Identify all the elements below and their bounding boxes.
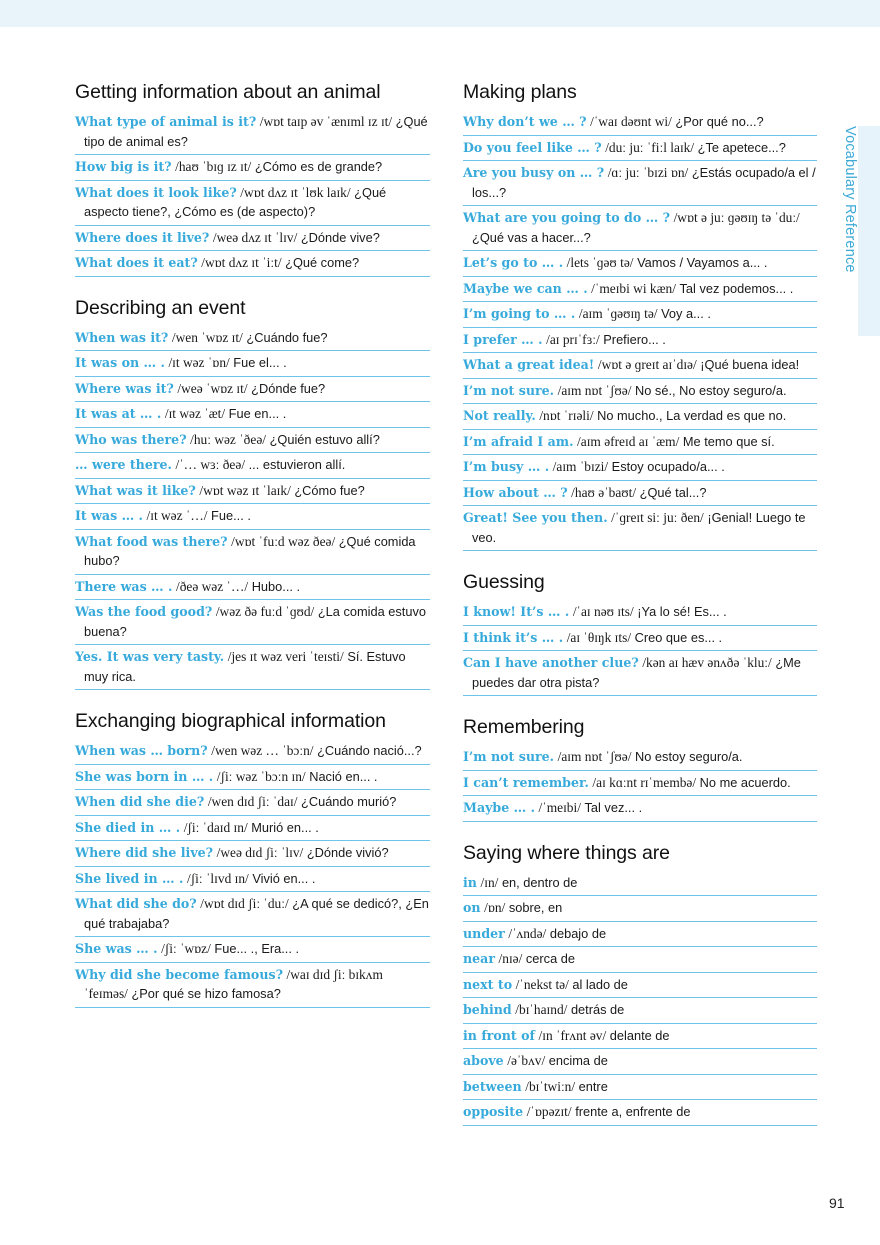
spanish-translation: ¿Qué vas a hacer...? [472,229,591,245]
phonetic-transcription: /wɒt dɪd ʃiː ˈduː/ [200,896,289,911]
phrase-section [463,714,817,822]
phonetic-transcription: /aɪ kɑːnt rɪˈmembə/ [592,774,697,790]
phrase-entry [463,506,817,551]
english-phrase: When was … born? [75,743,208,758]
phonetic-transcription: /ɒn/ [484,900,506,915]
english-phrase: in [463,874,477,890]
spanish-translation: ¿Qué tal...? [639,484,707,500]
phonetic-transcription: /wɒt dʌz ɪt ˈlʊk laɪk/ [240,184,351,200]
english-phrase: Are you busy on … ? [463,165,605,180]
phonetic-transcription: /əˈbʌv/ [507,1053,546,1068]
spanish-translation: ¿Cómo es de grande? [254,159,383,174]
phonetic-transcription: /weə dʌz ɪt ˈlɪv/ [212,229,298,245]
english-phrase: What a great idea! [463,357,595,372]
phrase-entry [75,739,430,765]
phonetic-transcription: /haʊ əˈbaʊt/ [571,484,637,500]
phonetic-transcription: /ɑː juː ˈbɪzi ɒn/ [607,165,689,180]
phonetic-transcription: /aɪm əfreɪd aɪ ˈæm/ [577,433,680,449]
section-heading: Making plans [463,81,577,103]
spanish-translation: ¿Quién estuvo allí? [269,431,380,447]
spanish-translation: ¿Por qué no...? [675,114,764,129]
phonetic-transcription: /ˈʌndə/ [508,925,547,941]
english-phrase: behind [463,1002,512,1017]
english-phrase: Where did she live? [75,845,214,860]
phrase-entry [75,892,430,937]
phrase-entry [75,963,430,1008]
english-phrase: When was it? [75,329,169,345]
phonetic-transcription: /wɒt ˈfuːd wəz ðeə/ [231,533,336,549]
english-phrase: What does it eat? [75,255,198,270]
english-phrase: She died in … . [75,819,181,835]
phrase-entry [463,626,817,652]
right-column [463,79,817,1144]
phrase-entry [75,402,430,428]
phrase-entry [463,998,817,1024]
phrase-entry [463,379,817,405]
english-phrase: How big is it? [75,159,172,174]
spanish-translation: ... estuvieron allí. [248,457,346,472]
english-phrase: It was on … . [75,355,165,370]
phonetic-transcription: /aɪm ˈɡəʊɪŋ tə/ [578,306,658,321]
phrase-entry [75,645,430,690]
phonetic-transcription: /ʃiː wəz ˈbɔːn ɪn/ [216,768,306,784]
spanish-translation: No sé., No estoy seguro/a. [635,382,787,398]
spanish-translation: ¿Qué come? [285,255,360,270]
phrase-entry [463,430,817,456]
english-phrase: Can I have another clue? [463,655,639,670]
phrase-entry [463,1049,817,1075]
phonetic-transcription: /wen ˈwɒz ɪt/ [171,329,243,345]
phrase-entry [463,1024,817,1050]
phonetic-transcription: /aɪm ˈbɪzi/ [552,459,609,474]
spanish-translation: ¿Dónde vivió? [306,845,389,860]
english-phrase: near [463,951,495,966]
section-heading: Describing an event [75,296,246,319]
spanish-translation: ¿A qué se dedicó?, ¿En qué trabajaba? [84,896,429,931]
section-heading: Remembering [463,716,585,738]
spanish-translation: ¿Cuándo nació...? [317,743,422,758]
spanish-translation: ¿Cuándo fue? [246,329,328,345]
phrase-section [463,840,817,1126]
phonetic-transcription: /wɒt wəz ɪt ˈlaɪk/ [199,482,291,498]
phrase-entry [463,796,817,822]
spanish-translation: Fue... . [211,508,251,523]
phrase-entry [463,871,817,897]
english-phrase: What did she do? [75,896,197,911]
phonetic-transcription: /wen wəz … ˈbɔːn/ [211,743,314,758]
phrase-entry [463,1100,817,1126]
phrase-entry [75,351,430,377]
english-phrase: She was born in … . [75,768,214,784]
phonetic-transcription: /ˈɒpəzɪt/ [526,1104,572,1119]
section-heading: Exchanging biographical information [75,710,386,732]
phonetic-transcription: /ˈwaɪ dəʊnt wi/ [590,114,672,129]
phonetic-transcription: /aɪm nɒt ˈʃʊə/ [557,749,632,764]
phonetic-transcription: /jes ɪt wəz veri ˈteɪsti/ [227,649,344,664]
english-phrase: Not really. [463,408,536,423]
english-phrase: Maybe … . [463,800,535,815]
english-phrase: Where does it live? [75,229,210,245]
spanish-translation: ¿Cuándo murió? [301,794,397,809]
phrase-entry [463,896,817,922]
spanish-translation: No mucho., La verdad es que no. [597,408,787,423]
phrase-entry [463,277,817,303]
phrase-entry [75,326,430,352]
phrase-entry [463,973,817,999]
phrase-section [75,79,430,277]
phrase-entry [75,867,430,893]
spanish-translation: ¿La comida estuvo buena? [84,604,426,639]
spanish-translation: ¡Ya lo sé! Es... . [637,604,727,619]
phonetic-transcription: /nɒt ˈrɪəli/ [539,408,594,423]
phonetic-transcription: /bɪˈhaɪnd/ [515,1002,568,1017]
phrase-entry [463,136,817,162]
english-phrase: Maybe we can … . [463,280,588,296]
phrase-section [75,708,430,1008]
phrase-entry [75,226,430,252]
spanish-translation: ¿Cómo fue? [294,482,365,498]
spanish-translation: Tal vez podemos... . [679,280,794,296]
english-phrase: above [463,1053,504,1068]
english-phrase: I’m going to … . [463,306,576,321]
english-phrase: What type of animal is it? [75,114,257,129]
phrase-entry [75,600,430,645]
spanish-translation: ¿Dónde vive? [300,229,380,245]
phonetic-transcription: /waɪ dɪd ʃiː bɪkʌm ˈfeɪməs/ [84,966,383,1001]
spanish-translation: cerca de [525,951,575,966]
english-phrase: When did she die? [75,794,205,809]
spanish-translation: al lado de [572,976,628,992]
phonetic-transcription: /ɪn/ [480,874,499,890]
spanish-translation: Sí. Estuvo muy rica. [84,649,406,684]
english-phrase: I’m not sure. [463,382,555,398]
top-color-band [0,0,880,27]
spanish-translation: Hubo... . [251,578,301,594]
spanish-translation: No me acuerdo. [699,774,791,790]
phrase-entry [75,765,430,791]
spanish-translation: Fue el... . [233,355,287,370]
english-phrase: I know! It’s … . [463,604,570,619]
english-phrase: … were there. [75,457,172,472]
english-phrase: Why don’t we … ? [463,114,587,129]
phonetic-transcription: /ˈɡreɪt siː juː ðen/ [611,510,704,525]
spanish-translation: ¿Qué tipo de animal es? [84,114,428,149]
phrase-entry [463,1075,817,1101]
phrase-entry [75,110,430,155]
english-phrase: Great! See you then. [463,510,608,525]
phrase-entry [75,504,430,530]
phonetic-transcription: /ˈ… wɜː ðeə/ [175,457,246,472]
phrase-entry [75,790,430,816]
english-phrase: Yes. It was very tasty. [75,649,225,664]
english-phrase: I’m afraid I am. [463,433,574,449]
english-phrase: Let’s go to … . [463,255,564,270]
phonetic-transcription: /ˈaɪ nəʊ ɪts/ [572,604,634,619]
phonetic-transcription: /aɪ prɪˈfɜː/ [546,331,600,347]
phrase-entry [75,155,430,181]
phrase-entry [463,353,817,379]
phrase-entry [75,251,430,277]
phrase-entry [463,110,817,136]
english-phrase: I prefer … . [463,331,543,347]
phrase-entry [463,455,817,481]
phonetic-transcription: /ɪt wəz ˈ…/ [146,508,208,523]
spanish-translation: Fue en... . [228,406,287,421]
phonetic-transcription: /ɪn ˈfrʌnt əv/ [538,1027,607,1043]
phonetic-transcription: /aɪ ˈθɪŋk ɪts/ [566,629,632,645]
english-phrase: How about … ? [463,484,568,500]
spanish-translation: ¿Dónde fue? [251,380,326,396]
english-phrase: What are you going to do … ? [463,210,670,225]
phonetic-transcription: /bɪˈtwiːn/ [525,1078,576,1094]
spanish-translation: ¿Te apetece...? [697,139,786,155]
spanish-translation: ¿Qué aspecto tiene?, ¿Cómo es (de aspecto)? [84,184,387,219]
phonetic-transcription: /ðeə wəz ˈ…/ [175,578,249,594]
phonetic-transcription: /wɒt taɪp əv ˈænɪml ɪz ɪt/ [259,114,393,129]
phrase-section [463,79,817,551]
english-phrase: What food was there? [75,533,228,549]
phonetic-transcription: /ˈmeɪbi/ [538,800,581,815]
phrase-entry [463,404,817,430]
spanish-translation: Tal vez... . [584,800,643,815]
english-phrase: I can’t remember. [463,774,589,790]
spanish-translation: Murió en... . [251,819,319,835]
spanish-translation: delante de [609,1027,670,1043]
spanish-translation: debajo de [549,925,607,941]
english-phrase: I think it’s … . [463,629,564,645]
spanish-translation: en, dentro de [501,874,578,890]
spanish-translation: ¿Por qué se hizo famosa? [131,986,281,1001]
phonetic-transcription: /ˈnekst tə/ [515,976,569,992]
phonetic-transcription: /wɒt ə juː ɡəʊɪŋ tə ˈduː/ [673,210,800,225]
phrase-entry [75,453,430,479]
spanish-translation: ¿Estás ocupado/a el / los...? [472,165,816,200]
english-phrase: opposite [463,1104,524,1119]
english-phrase: I’m not sure. [463,749,555,764]
spanish-translation: Fue... ., Era... . [214,941,300,956]
phonetic-transcription: /weə dɪd ʃiː ˈlɪv/ [216,845,304,860]
phonetic-transcription: /ˈmeɪbi wi kæn/ [591,280,676,296]
english-phrase: Who was there? [75,431,187,447]
spanish-translation: ¿Me puedes dar otra pista? [472,655,801,690]
spanish-translation: Vamos / Vayamos a... . [637,255,768,270]
spanish-translation: Vivió en... . [252,870,316,886]
phonetic-transcription: /haʊ ˈbɪɡ ɪz ɪt/ [175,159,252,174]
phrase-entry [75,816,430,842]
phrase-entry [463,651,817,696]
phonetic-transcription: /duː juː ˈfiːl laɪk/ [605,139,695,155]
spanish-translation: ¿Qué comida hubo? [84,533,416,568]
phrase-entry [463,302,817,328]
side-section-label: Vocabulary Reference [842,126,858,273]
english-phrase: It was … . [75,508,143,523]
spanish-translation: detrás de [570,1002,625,1017]
side-tab-marker [858,126,880,336]
spanish-translation: Nació en... . [309,768,378,784]
spanish-translation: ¡Genial! Luego te veo. [472,510,806,545]
phrase-entry [463,771,817,797]
phrase-entry [75,377,430,403]
phrase-entry [75,530,430,575]
english-phrase: under [463,925,505,941]
english-phrase: She lived in … . [75,870,184,886]
spanish-translation: Prefiero... . [603,331,666,347]
spanish-translation: Estoy ocupado/a... . [611,459,725,474]
spanish-translation: Voy a... . [661,306,711,321]
phonetic-transcription: /lets ˈɡəʊ tə/ [566,255,634,270]
english-phrase: Was the food good? [75,604,213,619]
phrase-entry [463,161,817,206]
spanish-translation: frente a, enfrente de [575,1104,691,1119]
phonetic-transcription: /ɪt wəz ˈæt/ [164,406,226,421]
phrase-entry [75,181,430,226]
english-phrase: What was it like? [75,482,196,498]
english-phrase: Where was it? [75,380,174,396]
phonetic-transcription: /ʃiː ˈwɒz/ [161,941,211,956]
phonetic-transcription: /wəz ðə fuːd ˈɡʊd/ [215,604,315,619]
english-phrase: on [463,900,481,915]
page-number: 91 [829,1195,845,1211]
phrase-entry [463,922,817,948]
phonetic-transcription: /wɒt dʌz ɪt ˈiːt/ [201,255,282,270]
spanish-translation: encima de [548,1053,608,1068]
spanish-translation: sobre, en [508,900,563,915]
section-heading: Getting information about an animal [75,81,381,103]
english-phrase: I’m busy … . [463,459,550,474]
phrase-entry [463,206,817,251]
phrase-entry [75,841,430,867]
english-phrase: next to [463,976,513,992]
section-heading: Guessing [463,571,545,593]
phrase-entry [463,600,817,626]
phrase-entry [75,479,430,505]
phonetic-transcription: /aɪm nɒt ˈʃʊə/ [557,382,632,398]
spanish-translation: entre [578,1078,608,1094]
phrase-entry [463,745,817,771]
phonetic-transcription: /kən aɪ hæv ənʌðə ˈkluː/ [642,655,772,670]
phrase-entry [75,937,430,963]
phrase-entry [75,428,430,454]
phonetic-transcription: /wen dɪd ʃiː ˈdaɪ/ [207,794,298,809]
english-phrase: Do you feel like … ? [463,139,602,155]
phrase-section [75,295,430,691]
english-phrase: What does it look like? [75,184,237,200]
spanish-translation: ¡Qué buena idea! [700,357,800,372]
phonetic-transcription: /ɪt wəz ˈɒn/ [168,355,230,370]
phrase-entry [463,251,817,277]
phrase-entry [463,328,817,354]
phonetic-transcription: /nɪə/ [498,951,523,966]
phrase-section [463,569,817,696]
spanish-translation: No estoy seguro/a. [635,749,743,764]
spanish-translation: Me temo que sí. [682,433,775,449]
spanish-translation: Creo que es... . [634,629,723,645]
section-heading: Saying where things are [463,841,670,864]
english-phrase: It was at … . [75,406,162,421]
phonetic-transcription: /weə ˈwɒz ɪt/ [177,380,248,396]
phonetic-transcription: /ʃiː ˈlɪvd ɪn/ [187,870,249,886]
english-phrase: Why did she become famous? [75,966,283,982]
english-phrase: She was … . [75,941,158,956]
phrase-entry [463,947,817,973]
phonetic-transcription: /wɒt ə ɡreɪt aɪˈdɪə/ [597,357,697,372]
english-phrase: There was … . [75,578,173,594]
english-phrase: between [463,1078,522,1094]
phonetic-transcription: /huː wəz ˈðeə/ [190,431,266,447]
left-column [75,79,430,1026]
phrase-entry [463,481,817,507]
phonetic-transcription: /ʃiː ˈdaɪd ɪn/ [183,819,248,835]
phrase-entry [75,575,430,601]
english-phrase: in front of [463,1027,535,1043]
